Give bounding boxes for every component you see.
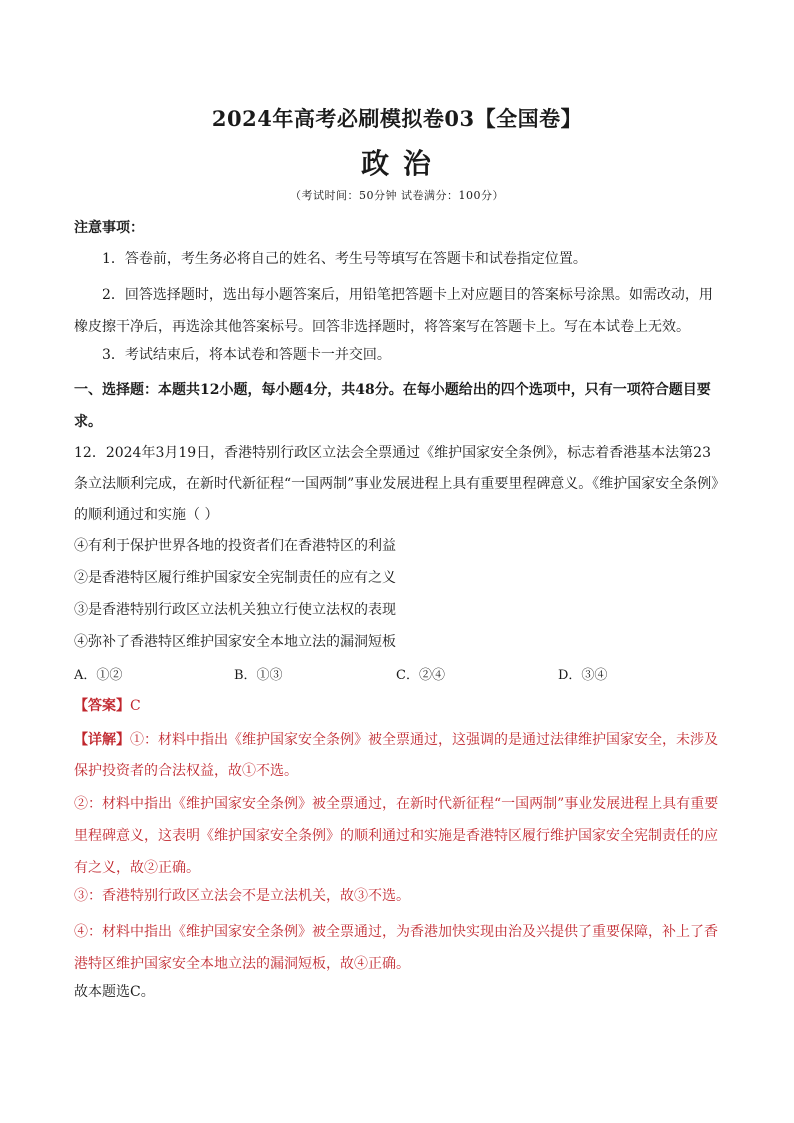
option-b: B．①③ (234, 668, 283, 683)
explanation-line-2: ②：材料中指出《维护国家安全条例》被全票通过，在新时代新征程“一国两制”事业发展进程上具有重要里程碑意义，这表明《维护国家安全条例》的顺利通过和实施是香港特区履行维护国家安全宪制责任的应有之义，故②正确。 (74, 796, 719, 876)
notes-item-2: 2．回答选择题时，选出每小题答案后，用铅笔把答题卡上对应题目的答案标号涂黑。如需改动，用橡皮擦干净后，再选涂其他答案标号。回答非选择题时，将答案写在答题卡上。写在本试卷上无效。 (74, 287, 713, 335)
option-a: A．①② (74, 668, 123, 683)
statement-2: ②是香港特区履行维护国家安全宪制责任的应有之义 (74, 570, 396, 586)
statement-1: ④有利于保护世界各地的投资者们在香港特区的利益 (74, 538, 396, 554)
statement-3: ③是香港特别行政区立法机关独立行使立法权的表现 (74, 602, 396, 618)
notes-item-1: 1．答卷前，考生务必将自己的姓名、考生号等填写在答题卡和试卷指定位置。 (102, 251, 587, 267)
answer-value: C (130, 698, 141, 714)
explanation-line-3: ③：香港特别行政区立法会不是立法机关，故③不选。 (74, 888, 410, 904)
notes-item-3: 3．考试结束后，将本试卷和答题卡一并交回。 (102, 347, 391, 363)
exam-title: 2024年高考必刷模拟卷03【全国卷】 (211, 106, 583, 131)
subject-title: 政 治 (361, 147, 433, 180)
option-c: C．②④ (396, 668, 445, 683)
question-stem: 12．2024年3月19日，香港特别行政区立法会全票通过《维护国家安全条例》，标志着香港基本法第23条立法顺利完成，在新时代新征程“一国两制”事业发展进程上具有重要里程碑意义。《维护国家安全条例》的顺利通过和实施（ ） (74, 445, 719, 523)
statement-4: ④弥补了香港特区维护国家安全本地立法的漏洞短板 (74, 634, 396, 650)
explanation-label: 【详解】 (74, 732, 130, 748)
notes-heading: 注意事项： (74, 220, 144, 236)
explanation-line-1: ①：材料中指出《维护国家安全条例》被全票通过，这强调的是通过法律维护国家安全，未涉及保护投资者的合法权益，故①不选。 (74, 732, 718, 779)
conclusion: 故本题选C。 (74, 984, 155, 1000)
option-d: D．③④ (558, 668, 608, 683)
explanation-1 (74, 725, 724, 787)
explanation-line-4: ④：材料中指出《维护国家安全条例》被全票通过，为香港加快实现由治及兴提供了重要保障，补上了香港特区维护国家安全本地立法的漏洞短板，故④正确。 (74, 924, 718, 972)
answer-label: 【答案】 (74, 698, 130, 714)
section-heading: 一、选择题：本题共12小题，每小题4分，共48分。在每小题给出的四个选项中，只有一项符合题目要求。 (74, 382, 711, 430)
answer-line (74, 694, 724, 718)
options-row (74, 662, 724, 686)
exam-info: （考试时间：50分钟 试卷满分：100分） (290, 189, 504, 202)
